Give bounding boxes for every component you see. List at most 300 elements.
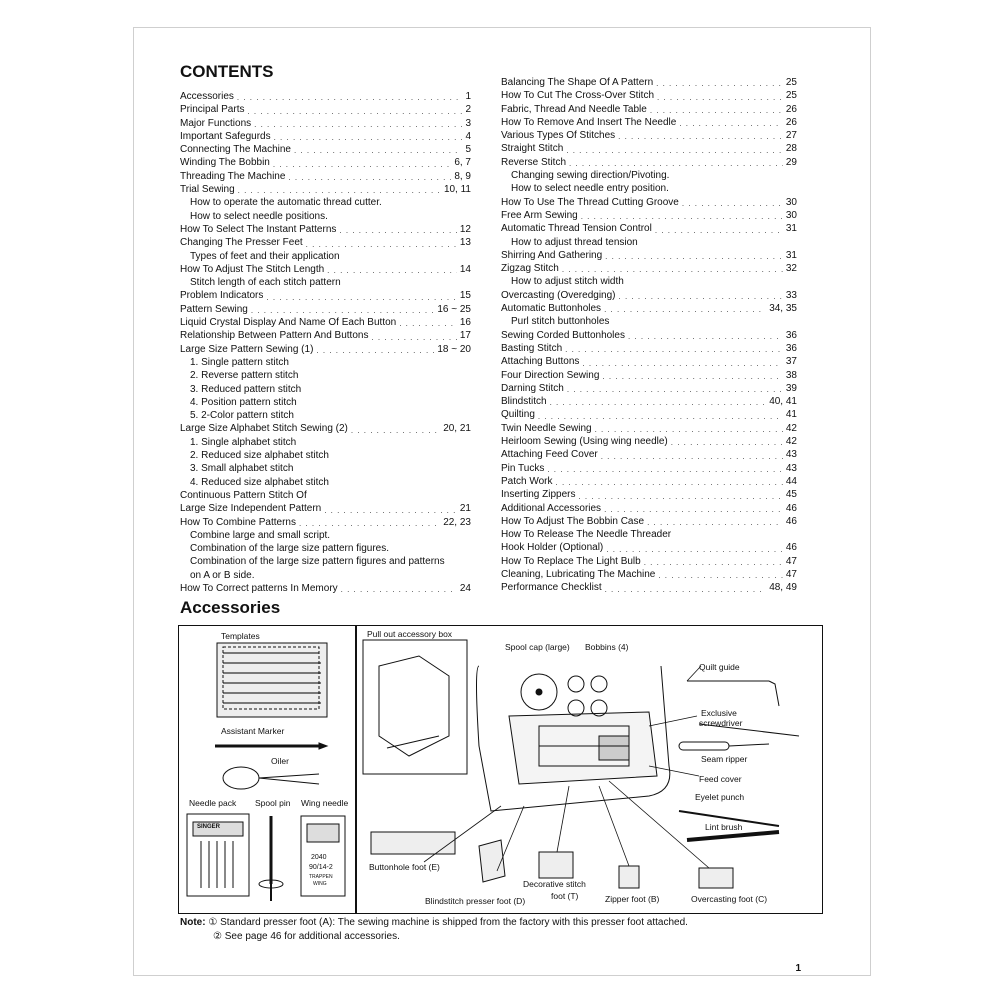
toc-leader-dots	[294, 145, 462, 156]
toc-leader-dots	[550, 397, 767, 408]
toc-entry-title: Reverse Stitch	[501, 156, 567, 168]
toc-entry	[180, 489, 471, 502]
needle-pack-label: Needle pack	[189, 798, 237, 808]
toc-entry-title: Free Arm Sewing	[501, 209, 578, 221]
toc-entry-page: 6, 7	[454, 157, 471, 169]
toc-leader-dots	[247, 106, 462, 117]
toc-entry-title: How To Replace The Light Bulb	[501, 555, 641, 567]
toc-entry-page: 10, 11	[443, 184, 471, 196]
toc-entry-title: Major Functions	[180, 117, 252, 129]
toc-entry	[180, 223, 471, 236]
toc-leader-dots	[254, 119, 462, 130]
toc-leader-dots	[655, 225, 783, 236]
toc-leader-dots	[619, 291, 783, 302]
toc-leader-dots	[650, 105, 783, 116]
toc-entry	[501, 382, 797, 395]
pull-out-box-label: Pull out accessory box	[367, 629, 453, 639]
note-line-1	[180, 916, 688, 930]
toc-entry-page: 25	[785, 77, 797, 88]
toc-entry-page: 3	[465, 117, 471, 129]
toc-entry	[180, 117, 471, 130]
toc-leader-dots	[656, 78, 783, 89]
quilt-guide-label: Quilt guide	[699, 662, 740, 672]
overcasting-foot-label: Overcasting foot (C)	[691, 894, 768, 904]
toc-entry	[501, 395, 797, 408]
sewing-machine-icon	[477, 666, 670, 811]
toc-entry	[180, 462, 471, 475]
toc-entry-title: 2. Reduced size alphabet stitch	[190, 450, 329, 462]
templates-label: Templates	[221, 631, 260, 641]
feed-cover-label: Feed cover	[699, 774, 742, 784]
toc-entry	[501, 329, 797, 342]
toc-entry-page: 37	[785, 356, 797, 368]
toc-entry	[501, 342, 797, 355]
toc-entry-page: 36	[785, 329, 797, 341]
toc-entry-page: 42	[785, 436, 797, 448]
toc-entry-page: 42	[785, 422, 797, 434]
toc-entry	[180, 103, 471, 116]
toc-entry	[501, 129, 797, 142]
toc-leader-dots	[351, 425, 440, 436]
toc-entry-title: Large Size Pattern Sewing (1)	[180, 343, 314, 355]
toc-left-column	[180, 90, 471, 595]
toc-entry	[180, 516, 471, 529]
toc-entry-title: 4. Position pattern stitch	[190, 396, 297, 408]
toc-entry-title: Threading The Machine	[180, 170, 286, 182]
toc-entry-page: 26	[785, 116, 797, 128]
toc-entry-title: Inserting Zippers	[501, 489, 576, 501]
toc-entry-title: Combine large and small script.	[190, 529, 331, 541]
toc-entry-title: 1. Single pattern stitch	[190, 356, 289, 368]
toc-entry	[501, 369, 797, 382]
needle-code-2: 90/14-2	[309, 864, 333, 871]
toc-entry-title: Performance Checklist	[501, 582, 602, 594]
toc-entry	[180, 183, 471, 196]
toc-leader-dots	[399, 318, 457, 329]
toc-entry	[501, 581, 797, 594]
toc-entry	[501, 222, 797, 235]
toc-entry-page: 22, 23	[443, 516, 471, 528]
toc-leader-dots	[604, 304, 766, 315]
toc-entry-title: Sewing Corded Buttonholes	[501, 329, 625, 341]
toc-entry-page: 29	[785, 156, 797, 168]
toc-entry	[180, 436, 471, 449]
toc-leader-dots	[682, 198, 783, 209]
toc-entry	[501, 502, 797, 515]
toc-leader-dots	[569, 158, 783, 169]
toc-entry	[180, 409, 471, 422]
toc-leader-dots	[566, 145, 783, 156]
toc-entry-title: Winding The Bobbin	[180, 157, 270, 169]
screwdriver-label-line1: Exclusive	[701, 708, 737, 718]
toc-leader-dots	[266, 292, 457, 303]
toc-entry-page: 34, 35	[769, 303, 797, 315]
toc-leader-dots	[602, 371, 783, 382]
toc-entry	[501, 541, 797, 554]
toc-entry-page: 13	[459, 237, 471, 249]
toc-entry-page: 4	[465, 130, 471, 142]
toc-leader-dots	[341, 584, 457, 595]
note-line-2	[180, 930, 688, 944]
toc-entry	[180, 210, 471, 223]
note-text-1: ① Standard presser foot (A): The sewing machine is shipped from the factory with this presser foot attached.	[208, 917, 688, 928]
zipper-foot-icon	[619, 866, 639, 888]
toc-entry	[180, 329, 471, 342]
toc-entry	[180, 263, 471, 276]
toc-leader-dots	[562, 264, 783, 275]
toc-entry-title: How To Cut The Cross-Over Stitch	[501, 90, 655, 102]
toc-leader-dots	[657, 92, 783, 103]
toc-entry-page: 26	[785, 103, 797, 115]
toc-leader-dots	[606, 544, 783, 555]
toc-leader-dots	[647, 517, 783, 528]
toc-entry-title: Heirloom Sewing (Using wing needle)	[501, 436, 668, 448]
toc-entry-title: How To Adjust The Bobbin Case	[501, 515, 645, 527]
toc-entry-title: 3. Reduced pattern stitch	[190, 383, 302, 395]
toc-entry-title: How To Combine Patterns	[180, 516, 296, 528]
toc-entry-title: Connecting The Machine	[180, 144, 291, 156]
toc-entry	[501, 289, 797, 302]
toc-leader-dots	[547, 464, 783, 475]
toc-entry	[180, 449, 471, 462]
toc-entry	[180, 130, 471, 143]
overcasting-foot-icon	[699, 868, 733, 888]
toc-entry	[180, 369, 471, 382]
toc-entry-title: Combination of the large size pattern figures.	[190, 543, 389, 555]
pull-out-box-icon	[363, 640, 467, 774]
assistant-marker-icon	[215, 743, 327, 749]
toc-entry	[180, 303, 471, 316]
toc-entry	[501, 156, 797, 169]
toc-right-column	[501, 76, 797, 595]
toc-entry-title: Changing sewing direction/Pivoting.	[511, 170, 670, 182]
toc-entry	[180, 476, 471, 489]
decorative-foot-label-line2: foot (T)	[551, 891, 579, 901]
toc-entry	[180, 396, 471, 409]
toc-entry-page: 48, 49	[769, 582, 797, 594]
toc-entry-page: 8, 9	[454, 170, 471, 182]
toc-entry-title: How to operate the automatic thread cutter.	[190, 197, 382, 209]
toc-entry	[501, 448, 797, 461]
lint-brush-label: Lint brush	[705, 822, 743, 832]
toc-entry-page: 31	[785, 249, 797, 261]
zipper-foot-label: Zipper foot (B)	[605, 894, 660, 904]
toc-leader-dots	[238, 185, 441, 196]
toc-entry-page: 38	[785, 369, 797, 381]
toc-leader-dots	[581, 211, 783, 222]
toc-leader-dots	[371, 332, 456, 343]
toc-entry	[501, 182, 797, 195]
toc-entry-title: Principal Parts	[180, 104, 245, 116]
toc-leader-dots	[316, 345, 434, 356]
toc-entry-title: Accessories	[180, 91, 234, 102]
toc-entry-title: How To Adjust The Stitch Length	[180, 263, 325, 275]
toc-entry	[501, 555, 797, 568]
blindstitch-foot-label: Blindstitch presser foot (D)	[425, 896, 526, 906]
toc-entry	[180, 555, 471, 568]
toc-leader-dots	[618, 131, 783, 142]
toc-entry	[501, 209, 797, 222]
toc-entry-title: Four Direction Sewing	[501, 369, 600, 381]
toc-entry-title: How To Release The Needle Threader	[501, 529, 672, 541]
toc-entry-title: Types of feet and their application	[190, 250, 340, 262]
toc-entry-page: 20, 21	[443, 423, 471, 435]
toc-entry-title: How to select needle entry position.	[511, 183, 669, 195]
toc-entry-title: Automatic Thread Tension Control	[501, 223, 652, 235]
toc-entry-title: Balancing The Shape Of A Pattern	[501, 77, 654, 88]
toc-entry-title: How to select needle positions.	[190, 210, 328, 222]
toc-entry-page: 46	[785, 515, 797, 527]
toc-entry	[180, 90, 471, 103]
toc-entry-page: 47	[785, 555, 797, 567]
wing-needle-label: Wing needle	[301, 798, 349, 808]
toc-entry-title: Changing The Presser Feet	[180, 237, 303, 249]
toc-entry	[501, 116, 797, 129]
toc-entry	[501, 236, 797, 249]
spool-pin-icon	[259, 816, 283, 901]
toc-entry	[180, 143, 471, 156]
toc-leader-dots	[679, 118, 783, 129]
toc-entry-page: 28	[785, 143, 797, 155]
toc-leader-dots	[339, 225, 456, 236]
toc-entry	[180, 250, 471, 263]
toc-entry-title: How to adjust stitch width	[511, 276, 624, 288]
toc-leader-dots	[567, 384, 783, 395]
toc-entry-title: Quilting	[501, 409, 535, 421]
assistant-marker-label: Assistant Marker	[221, 726, 285, 736]
toc-entry-page: 21	[459, 503, 471, 515]
toc-entry	[501, 435, 797, 448]
toc-entry-title: 4. Reduced size alphabet stitch	[190, 476, 329, 488]
toc-entry-title: Additional Accessories	[501, 502, 602, 514]
toc-entry-page: 43	[785, 462, 797, 474]
singer-brand: SINGER	[197, 824, 221, 830]
toc-entry-page: 18 ~ 20	[437, 343, 471, 355]
toc-entry-page: 43	[785, 449, 797, 461]
toc-leader-dots	[556, 477, 783, 488]
toc-entry	[180, 316, 471, 329]
toc-entry	[180, 170, 471, 183]
toc-entry-title: Darning Stitch	[501, 382, 564, 394]
toc-leader-dots	[288, 172, 451, 183]
bobbins-label: Bobbins (4)	[585, 642, 629, 652]
toc-entry-title: Problem Indicators	[180, 290, 264, 302]
toc-entry	[501, 355, 797, 368]
toc-entry-title: Trial Sewing	[180, 184, 235, 196]
toc-entry	[180, 343, 471, 356]
toc-entry-title: Shirring And Gathering	[501, 249, 603, 261]
quilt-guide-icon	[687, 681, 779, 706]
toc-entry-title: Continuous Pattern Stitch Of	[180, 489, 307, 501]
toc-entry	[501, 142, 797, 155]
toc-leader-dots	[604, 504, 783, 515]
toc-leader-dots	[237, 92, 463, 103]
toc-entry-page: 39	[785, 382, 797, 394]
lint-brush-icon	[687, 832, 779, 840]
toc-entry-page: 32	[785, 263, 797, 275]
toc-entry-page: 16	[459, 317, 471, 329]
toc-entry-title: Various Types Of Stitches	[501, 130, 616, 142]
accessories-figure	[178, 625, 823, 914]
toc-entry-title: How To Select The Instant Patterns	[180, 223, 337, 235]
toc-entry	[180, 196, 471, 209]
toc-entry	[501, 568, 797, 581]
toc-entry	[501, 302, 797, 315]
note-text-2: ② See page 46 for additional accessories.	[213, 931, 400, 942]
oiler-icon	[223, 767, 319, 789]
toc-leader-dots	[671, 437, 783, 448]
toc-entry-page: 16 ~ 25	[437, 303, 471, 315]
bobbins-icon	[568, 676, 607, 716]
toc-leader-dots	[273, 159, 451, 170]
toc-entry-page: 1	[465, 91, 471, 102]
toc-entry	[501, 76, 797, 89]
toc-leader-dots	[538, 411, 783, 422]
toc-entry-title: Combination of the large size pattern figures and patterns	[190, 556, 445, 568]
toc-entry	[180, 582, 471, 595]
toc-entry-title: Pattern Sewing	[180, 303, 248, 315]
toc-entry	[501, 275, 797, 288]
toc-leader-dots	[605, 584, 767, 595]
spool-cap-icon	[521, 674, 557, 710]
toc-entry-page: 12	[459, 223, 471, 235]
toc-entry-title: Twin Needle Sewing	[501, 422, 592, 434]
toc-leader-dots	[299, 518, 440, 529]
toc-entry	[501, 528, 797, 541]
toc-entry-page: 14	[459, 263, 471, 275]
toc-leader-dots	[658, 570, 783, 581]
decorative-foot-label-line1: Decorative stitch	[523, 879, 586, 889]
toc-entry	[180, 422, 471, 435]
toc-entry-page: 30	[785, 196, 797, 208]
toc-entry	[501, 103, 797, 116]
toc-entry-title: 3. Small alphabet stitch	[190, 463, 294, 475]
toc-entry-title: Patch Work	[501, 475, 553, 487]
toc-entry-page: 46	[785, 542, 797, 554]
toc-entry-title: Cleaning, Lubricating The Machine	[501, 568, 656, 580]
toc-entry	[501, 422, 797, 435]
toc-entry-page: 36	[785, 342, 797, 354]
toc-leader-dots	[628, 331, 783, 342]
toc-entry-title: Large Size Alphabet Stitch Sewing (2)	[180, 423, 348, 435]
toc-leader-dots	[274, 132, 463, 143]
toc-entry-page: 30	[785, 209, 797, 221]
toc-entry	[501, 262, 797, 275]
page-number: 1	[795, 963, 801, 974]
needle-code-1: 2040	[311, 854, 327, 861]
toc-leader-dots	[578, 491, 782, 502]
toc-entry-page: 5	[465, 144, 471, 156]
toc-entry	[501, 169, 797, 182]
toc-leader-dots	[565, 344, 783, 355]
screwdriver-label-line2: screwdriver	[699, 718, 743, 728]
toc-entry	[180, 356, 471, 369]
needle-code-4: WING	[313, 881, 327, 887]
toc-entry-page: 40, 41	[769, 396, 797, 408]
toc-entry-page: 45	[785, 489, 797, 501]
toc-entry	[180, 276, 471, 289]
toc-leader-dots	[324, 505, 457, 516]
buttonhole-foot-label: Buttonhole foot (E)	[369, 862, 440, 872]
toc-leader-dots	[306, 239, 457, 250]
toc-entry	[180, 156, 471, 169]
toc-entry-page: 46	[785, 502, 797, 514]
toc-entry-title: Liquid Crystal Display And Name Of Each Button	[180, 317, 397, 329]
toc-entry	[501, 249, 797, 262]
spool-pin-label: Spool pin	[255, 798, 291, 808]
toc-entry-title: Hook Holder (Optional)	[501, 542, 604, 554]
toc-entry-title: Important Safegurds	[180, 130, 271, 142]
toc-entry	[501, 196, 797, 209]
toc-entry	[180, 529, 471, 542]
toc-leader-dots	[251, 305, 435, 316]
toc-leader-dots	[605, 251, 783, 262]
toc-entry-title: Purl stitch buttonholes	[511, 316, 610, 328]
toc-leader-dots	[327, 265, 457, 276]
toc-entry	[501, 408, 797, 421]
toc-entry-page: 31	[785, 223, 797, 235]
toc-entry-title: Fabric, Thread And Needle Table	[501, 103, 647, 115]
toc-entry	[501, 462, 797, 475]
toc-entry-page: 41	[785, 409, 797, 421]
accessories-heading: Accessories	[180, 598, 281, 617]
toc-entry-title: 1. Single alphabet stitch	[190, 436, 297, 448]
toc-entry-page: 15	[459, 290, 471, 302]
toc-entry-page: 25	[785, 90, 797, 102]
toc-leader-dots	[582, 358, 782, 369]
toc-entry-title: Large Size Independent Pattern	[180, 503, 322, 515]
toc-leader-dots	[644, 557, 783, 568]
toc-entry-title: Straight Stitch	[501, 143, 564, 155]
templates-icon	[217, 643, 327, 717]
buttonhole-foot-icon	[371, 832, 455, 854]
toc-entry-title: How to adjust thread tension	[511, 236, 638, 248]
toc-entry-title: Stitch length of each stitch pattern	[190, 277, 341, 289]
toc-entry-title: How To Remove And Insert The Needle	[501, 116, 677, 128]
toc-entry-title: Overcasting (Overedging)	[501, 289, 616, 301]
toc-entry	[180, 289, 471, 302]
note-label: Note:	[180, 917, 206, 928]
toc-entry	[180, 502, 471, 515]
toc-entry-page: 17	[459, 330, 471, 342]
toc-entry-title: Zigzag Stitch	[501, 263, 559, 275]
toc-entry-page: 24	[459, 582, 471, 594]
note-block	[180, 916, 688, 944]
toc-leader-dots	[595, 424, 783, 435]
toc-entry-title: Pin Tucks	[501, 462, 545, 474]
toc-entry-title: on A or B side.	[190, 569, 255, 581]
toc-entry-page: 2	[465, 104, 471, 116]
toc-entry	[501, 475, 797, 488]
seam-ripper-icon	[679, 742, 769, 750]
toc-entry-title: Basting Stitch	[501, 342, 563, 354]
needle-code-3: TRAPPEN	[309, 874, 333, 880]
toc-entry	[180, 383, 471, 396]
toc-entry-title: Relationship Between Pattern And Buttons	[180, 330, 369, 342]
oiler-label: Oiler	[271, 756, 289, 766]
toc-entry-page: 27	[785, 130, 797, 142]
toc-entry-title: Attaching Buttons	[501, 356, 580, 368]
toc-entry	[180, 542, 471, 555]
toc-entry	[501, 488, 797, 501]
toc-leader-dots	[601, 451, 783, 462]
decorative-foot-icon	[539, 852, 573, 878]
toc-entry	[501, 315, 797, 328]
toc-entry-title: How To Correct patterns In Memory	[180, 582, 338, 594]
toc-entry-title: Automatic Buttonholes	[501, 303, 602, 315]
contents-heading: CONTENTS	[180, 62, 274, 81]
toc-entry	[501, 89, 797, 102]
